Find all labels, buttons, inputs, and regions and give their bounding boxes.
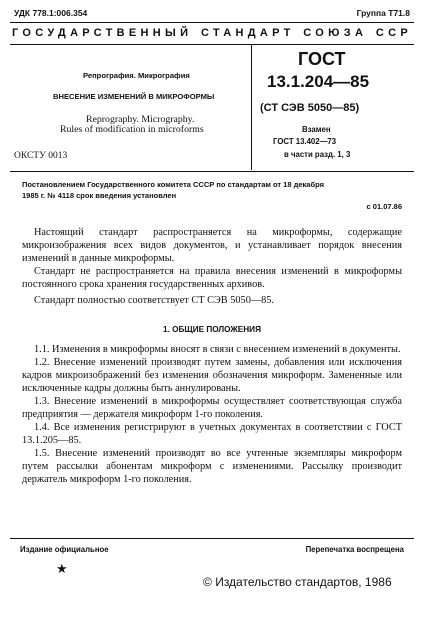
publisher: Издательство стандартов, 1986 bbox=[215, 575, 392, 589]
intro-paragraph-3: Стандарт полностью соответствует СТ СЭВ 5050—85. bbox=[34, 295, 275, 306]
clause-1-1: 1.1. Изменения в микроформы вносят в связи с внесением изменений в документы. bbox=[34, 344, 401, 355]
replaces-part: в части разд. 1, 3 bbox=[284, 150, 351, 159]
st-sev-ref: (СТ СЭВ 5050—85) bbox=[260, 102, 360, 114]
category-en: Reprography. Micrography. bbox=[86, 114, 195, 125]
decree-line-2: 1985 г. № 4118 срок введения установлен bbox=[22, 191, 177, 200]
clause-1-4: 1.4. Все изменения регистрируют в учетных документах в соответствии с ГОСТ 13.1.205—85. bbox=[22, 422, 402, 446]
effective-date: с 01.07.86 bbox=[366, 202, 402, 211]
intro-text bbox=[22, 226, 402, 307]
reprint-prohibited: Перепечатка воспрещена bbox=[305, 545, 404, 554]
title-en: Rules of modification in microforms bbox=[60, 124, 204, 135]
okstu-code: ОКСТУ 0013 bbox=[14, 151, 68, 161]
group-code: Группа Т71.8 bbox=[356, 8, 410, 18]
decree-line-1: Постановлением Государственного комитета СССР по стандартам от 18 декабря bbox=[22, 180, 324, 189]
copyright-icon: © bbox=[203, 575, 212, 589]
clause-1-3: 1.3. Внесение изменений в микроформы осуществляет соответствующая служба предприятия — держателя микроформ 1-го поколения. bbox=[22, 396, 402, 420]
intro-paragraph-2: Стандарт не распространяется на правила внесения изменений в микроформы постоянного срока хранения государственных архивов. bbox=[22, 266, 402, 290]
title-ru: ВНЕСЕНИЕ ИЗМЕНЕНИЙ В МИКРОФОРМЫ bbox=[53, 92, 215, 101]
title-block-divider bbox=[251, 45, 252, 170]
title-block-rule bbox=[10, 171, 414, 172]
clause-1-2: 1.2. Внесение изменений производят путем замены, добавления или исключения кадров микроизображений без изменения обозначения микроформ. Замененные или исключенные кадры должны быть аннулированы. bbox=[22, 357, 402, 394]
section-heading: 1. ОБЩИЕ ПОЛОЖЕНИЯ bbox=[163, 325, 261, 334]
replaces-label: Взамен bbox=[302, 125, 331, 134]
footer-rule bbox=[10, 538, 414, 539]
official-edition: Издание официальное bbox=[20, 545, 109, 554]
banner-rule bbox=[10, 44, 414, 45]
category-ru: Репрография. Микрография bbox=[83, 71, 190, 80]
gost-number: 13.1.204—85 bbox=[267, 72, 370, 91]
star-icon: ★ bbox=[56, 561, 68, 576]
udk-code: УДК 778.1:006.354 bbox=[14, 8, 88, 18]
clause-1-5: 1.5. Внесение изменений производят во все учтенные экземпляры микроформ путем рассылки абонентам микроформ с изменениями. Рассылку производит держатель микроформ 1-го поколения. bbox=[22, 448, 402, 485]
top-rule bbox=[10, 22, 414, 23]
replaces-ref: ГОСТ 13.402—73 bbox=[273, 137, 337, 146]
state-standard-banner: ГОСУДАРСТВЕННЫЙ СТАНДАРТ СОЮЗА ССР bbox=[12, 27, 412, 39]
intro-paragraph-1: Настоящий стандарт распространяется на микроформы, содержащие микроизображения всех видов документов, и устанавливает порядок внесения изменений в данные микроформы. bbox=[22, 227, 402, 264]
gost-label: ГОСТ bbox=[298, 49, 346, 69]
section-items bbox=[22, 343, 402, 486]
copyright-line bbox=[203, 575, 392, 589]
